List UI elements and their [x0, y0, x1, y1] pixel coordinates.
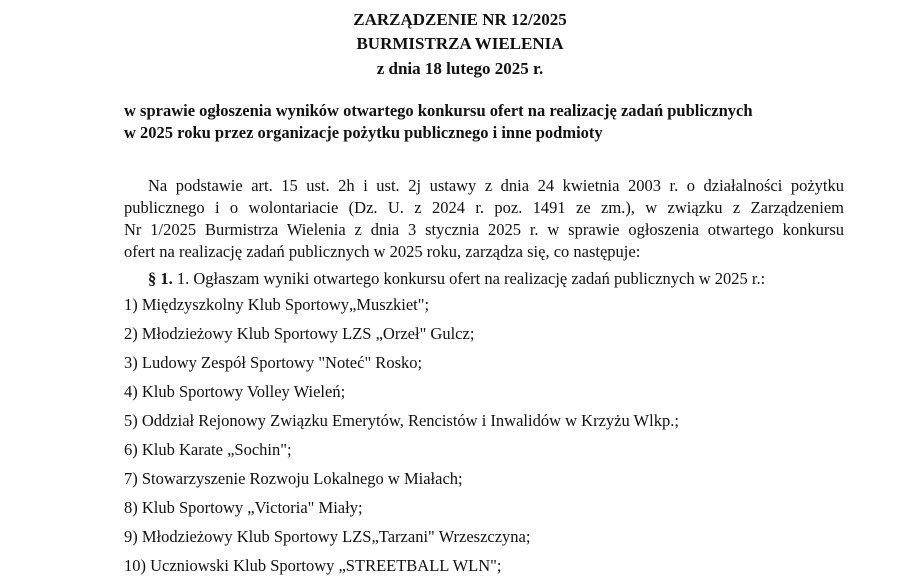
list-item: 1) Międzyszkolny Klub Sportowy„Muszkiet";: [124, 295, 430, 314]
list-item: 10) Uczniowski Klub Sportowy „STREETBALL WLN";: [124, 556, 502, 575]
subject-line-1: w sprawie ogłoszenia wyników otwartego konkursu ofert na realizację zadań publicznych: [124, 101, 753, 120]
legal-basis-line-1: Na podstawie art. 15 ust. 2h i ust. 2j ustawy z dnia 24 kwietnia 2003 r. o działalności pożytku: [148, 176, 844, 195]
subject-line-2: w 2025 roku przez organizacje pożytku publicznego i inne podmioty: [124, 123, 603, 142]
legal-basis-line-2: publicznego i o wolontariacie (Dz. U. z 2024 r. poz. 1491 ze zm.), w związku z Zarządzeniem: [124, 198, 844, 217]
list-item: 3) Ludowy Zespół Sportowy "Noteć" Rosko;: [124, 353, 423, 372]
paragraph-1-heading: [148, 268, 765, 290]
list-item: 7) Stowarzyszenie Rozwoju Lokalnego w Miałach;: [124, 469, 463, 488]
list-item: 4) Klub Sportowy Volley Wieleń;: [124, 382, 346, 401]
list-item: 9) Młodzieżowy Klub Sportowy LZS„Tarzani" Wrzeszczyna;: [124, 527, 531, 546]
paragraph-symbol: § 1.: [148, 269, 173, 288]
list-item: 8) Klub Sportowy „Victoria" Miały;: [124, 498, 363, 517]
paragraph-text: 1. Ogłaszam wyniki otwartego konkursu ofert na realizację zadań publicznych w 2025 r.:: [172, 269, 766, 288]
legal-basis-line-3: Nr 1/2025 Burmistrza Wielenia z dnia 3 stycznia 2025 r. w sprawie ogłoszenia otwartego konkursu: [124, 220, 844, 239]
ordinance-number: ZARZĄDZENIE NR 12/2025: [353, 10, 567, 29]
list-item: 5) Oddział Rejonowy Związku Emerytów, Rencistów i Inwalidów w Krzyżu Wlkp.;: [124, 411, 679, 430]
list-item: 6) Klub Karate „Sochin";: [124, 440, 292, 459]
issuer-title: BURMISTRZA WIELENIA: [356, 34, 564, 53]
legal-basis-line-4: ofert na realizację zadań publicznych w 2025 roku, zarządza się, co następuje:: [124, 242, 641, 261]
ordinance-date: z dnia 18 lutego 2025 r.: [376, 59, 544, 78]
list-item: 2) Młodzieżowy Klub Sportowy LZS „Orzeł" Gulcz;: [124, 324, 475, 343]
